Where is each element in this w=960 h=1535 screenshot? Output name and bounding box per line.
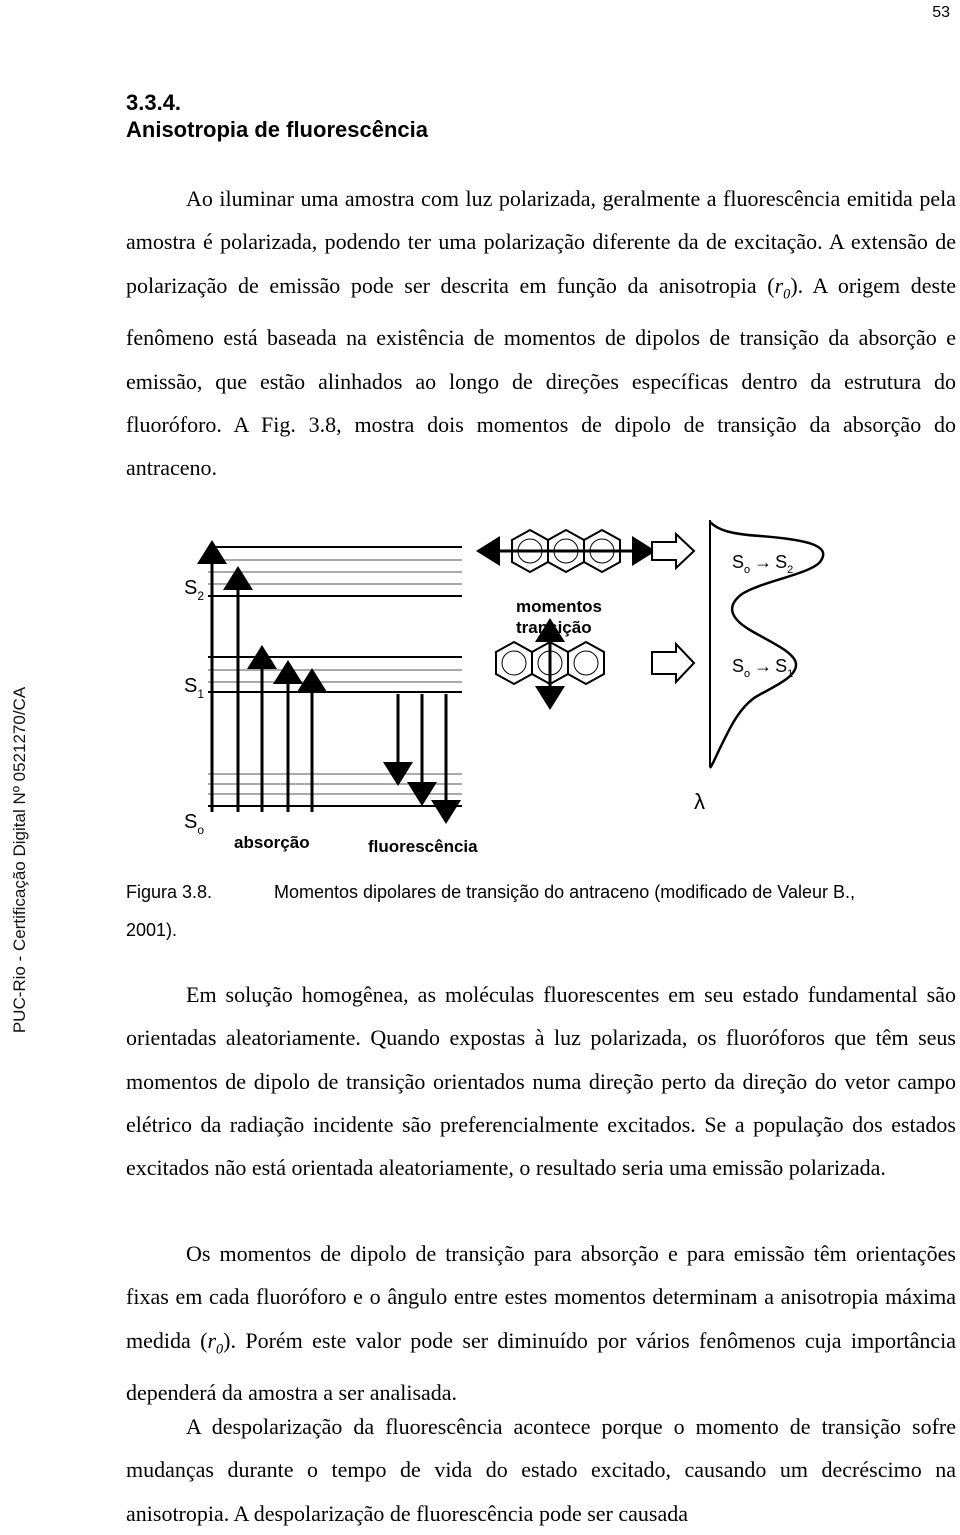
- r0-symbol: $r_0$: [774, 272, 791, 302]
- paragraph-3-part-b: ). Porém este valor pode ser diminuído por vários fenômenos cuja importância dependerá da amostra a ser analisada.: [126, 1327, 956, 1406]
- paragraph-4: A despolarização da fluorescência acontece porque o momento de transição sofre mudanças durante o tempo de vida do estado excitado, causando um decréscimo na anisotropia. A despolarização de fluorescência pode ser causada: [126, 1414, 956, 1526]
- absorption-spectrum: [694, 520, 823, 814]
- page-number: 53: [932, 4, 950, 21]
- figure-caption-text: Momentos dipolares de transição do antraceno (modificado de Valeur B.,: [274, 882, 855, 902]
- lambda-label: λ: [694, 789, 705, 814]
- section-title: Anisotropia de fluorescência: [126, 117, 428, 142]
- s1-label: $S_1$: [184, 675, 205, 701]
- transicao-label: transição: [516, 618, 592, 637]
- fluorescencia-label: fluorescência: [368, 837, 478, 856]
- paragraph-3-part-a: Os momentos de dipolo de transição para absorção e para emissão têm orientações fixas em cada fluoróforo e o ângulo entre estes momentos determinam a anisotropia máxima medida (: [126, 1241, 956, 1353]
- figure-caption-continuation: 2001).: [126, 920, 178, 940]
- so-s2-label: $S_o \to S_2$: [732, 552, 794, 576]
- paragraph-1-part-a: Ao iluminar uma amostra com luz polarizada, geralmente a fluorescência emitida pela amostra é polarizada, podendo ter uma polarização diferente da de excitação. A extensão de polarização de emissão pode ser descrita em função da anisotropia (: [126, 186, 956, 298]
- energy-level-diagram: [184, 547, 478, 856]
- paragraph-3: [126, 1232, 956, 1415]
- paragraph-1: [126, 177, 956, 489]
- paragraph-1-part-b: ). A origem deste fenômeno está baseada na existência de momentos de dipolos de transição da absorção e emissão, que estão alinhados ao longo de direções específicas dentro da estrutura do fluoróforo. A Fig. 3.8, mostra dois momentos de dipolo de transição da absorção do antraceno.: [126, 272, 956, 481]
- section-number: 3.3.4.: [126, 90, 182, 115]
- momentos-label: momentos: [516, 597, 602, 616]
- anthracene-molecules: [488, 530, 694, 698]
- figure-caption-label: Figura 3.8.: [126, 882, 213, 902]
- s0-label: $S_o$: [184, 811, 205, 837]
- hollow-arrow-top: [652, 534, 694, 568]
- absorcao-label: absorção: [234, 833, 310, 852]
- side-stamp: PUC-Rio - Certificação Digital Nº 0521270/CA: [10, 686, 29, 1034]
- hollow-arrow-bottom: [652, 644, 694, 682]
- s2-label: $S_2$: [184, 577, 205, 603]
- paragraph-2: Em solução homogênea, as moléculas fluorescentes em seu estado fundamental são orientadas aleatoriamente. Quando expostas à luz polarizada, os fluoróforos que têm seus momentos de dipolo de transição orientados numa direção perto da direção do vetor campo elétrico da radiação incidente são preferencialmente excitados. Se a população dos estados excitados não está orientada aleatoriamente, o resultado seria uma emissão polarizada.: [126, 982, 956, 1181]
- so-s1-label: $S_o \to S_1$: [732, 656, 794, 680]
- r0-symbol-2: $r_0$: [207, 1327, 224, 1357]
- anthracene-transition-figure: [170, 512, 960, 862]
